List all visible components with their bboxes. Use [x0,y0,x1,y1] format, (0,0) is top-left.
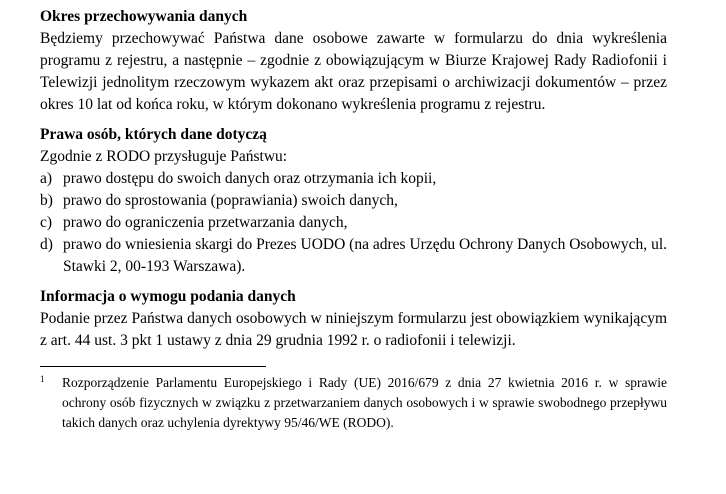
list-item [40,212,667,234]
list-marker: d) [40,236,53,253]
section-rights [40,124,667,278]
document-page [40,6,667,433]
list-marker: b) [40,192,53,209]
section-requirement [40,286,667,352]
list-marker: c) [40,214,53,231]
list-item [40,190,667,212]
rights-list [40,168,667,278]
list-item-text: prawo do ograniczenia przetwarzania danych, [63,214,348,231]
list-item-text: prawo do sprostowania (poprawiania) swoich danych, [63,192,398,209]
footnote-divider [40,366,266,367]
footnote-text: Rozporządzenie Parlamentu Europejskiego i Rady (UE) 2016/679 z dnia 27 kwietnia 2016 r. w sprawie ochrony osób fizycznych w związku z przetwarzaniem danych osobowych i w sprawie swobodnego przepływu takich danych oraz uchylenia dyrektywy 95/46/WE (RODO). [62,375,667,430]
list-item [40,168,667,190]
section-intro: Zgodnie z RODO przysługuje Państwu: [40,148,288,165]
section-heading: Informacja o wymogu podania danych [40,288,296,305]
footnote [40,373,667,433]
section-heading: Prawa osób, których dane dotyczą [40,126,267,143]
footnote-marker: 1 [40,374,45,384]
section-paragraph: Podanie przez Państwa danych osobowych w niniejszym formularzu jest obowiązkiem wynikającym z art. 44 ust. 3 pkt 1 ustawy z dnia 29 grudnia 1992 r. o radiofonii i telewizji. [40,310,667,349]
list-marker: a) [40,170,53,187]
list-item [40,234,667,278]
section-heading: Okres przechowywania danych [40,8,248,25]
list-item-text: prawo dostępu do swoich danych oraz otrzymania ich kopii, [63,170,437,187]
section-paragraph: Będziemy przechowywać Państwa dane osobowe zawarte w formularzu do dnia wykreślenia programu z rejestru, a następnie – zgodnie z obowiązującym w Biurze Krajowej Rady Radiofonii i Telewizji jednolitym rzeczowym wykazem akt oraz przepisami o archiwizacji dokumentów – przez okres 10 lat od końca roku, w którym dokonano wykreślenia programu z rejestru. [40,30,667,113]
list-item-text: prawo do wniesienia skargi do Prezes UODO (na adres Urzędu Ochrony Danych Osobowych, ul. Stawki 2, 00-193 Warszawa). [63,236,667,275]
section-retention [40,6,667,116]
